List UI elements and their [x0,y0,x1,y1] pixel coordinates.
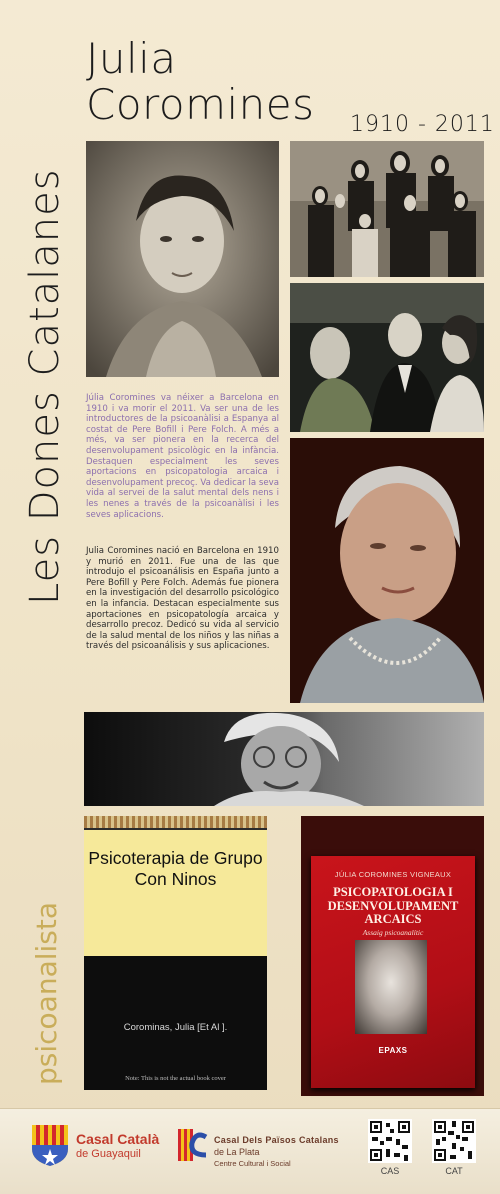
book1-author: Corominas, Julia [Et Al ]. [123,1022,228,1033]
sculpture-image [355,940,427,1034]
qr-label-cas: CAS [380,1166,400,1176]
footer-bar [0,1108,500,1194]
logo1-text-line2: de Guayaquil [76,1148,141,1160]
casal-guayaquil-logo [30,1123,70,1172]
conversation-photo [290,283,484,432]
family-group-photo [290,141,484,277]
elderly-bw-wide-photo [84,712,484,806]
portrait-young-photo [86,141,279,377]
book-cover-psicoterapia [84,816,267,1090]
logo2-text-line2: de La Plata [214,1147,260,1157]
book2-subtitle: Assaig psicoanalític [362,928,424,937]
bio-spanish: Julia Coromines nació en Barcelona en 1910 y murió en 2011. Fue una de las que introdujo el psicoanálisis en España junto a Pere Bofill y Pere Folch. Además fue pionera en la investigación del desarrollo psicológico en la infancia. Destacan especialmente sus aportaciones en psicopatología arcaica y desarrollo precoz. Dedicó su vida al servicio de la salud mental de los niños y las niñas a través del psicoanálisis y sus aplicaciones. [86,546,279,652]
book-cover-rule [84,828,267,830]
life-dates: 1910 - 2011 [350,112,495,137]
logo2-text-line3: Centre Cultural i Social [214,1159,291,1168]
book2-title: PSICOPATOLOGIA I DESENVOLUPAMENT ARCAICS [327,885,459,926]
book-cover-ornament [84,816,267,828]
series-title: Les Dones Catalanes [22,168,68,605]
book2-cover [311,856,475,1088]
logo1-text-line1: Casal Català [76,1131,160,1147]
title-last-name: Coromines [86,80,315,129]
book2-author: JÚLIA COROMINES VIGNEAUX [334,870,452,879]
qr-code-cas[interactable] [368,1119,412,1163]
page-title [86,36,315,128]
profession-label: psicoanalista [30,901,63,1085]
bio-catalan: Júlia Coromines va néixer a Barcelona en 1910 i va morir el 2011. Va ser una de les introductores de la psicoanàlisi a Espanya al costat de Pere Bofill i Pere Folch. A més a més, va ser pionera en la recerca del desenvolupament psicològic en la infància. Destaquen especialment les seves aportacions en psicopatologia arcaica i desenvolupament precoç. Va dedicar la seva vida al servei de la salut mental dels nens i les nenes a través de la psicoanàlisi i les seves aplicacions. [86,393,279,520]
book-cover-psicopatologia-photo [301,816,484,1096]
qr-code-cat[interactable] [432,1119,476,1163]
title-first-name: Julia [86,34,177,83]
book2-publisher: EPAXS [378,1046,408,1055]
casal-plata-logo [176,1125,210,1172]
flag-c-icon [176,1125,210,1167]
logo2-text-line1: Casal Dels Països Catalans [214,1135,339,1145]
elderly-color-portrait [290,438,484,703]
book1-title: Psicoterapia de Grupo Con Ninos [88,848,263,889]
qr-label-cat: CAT [445,1166,463,1176]
book1-note: Note: This is not the actual book cover [125,1075,226,1082]
shield-icon [30,1123,70,1167]
